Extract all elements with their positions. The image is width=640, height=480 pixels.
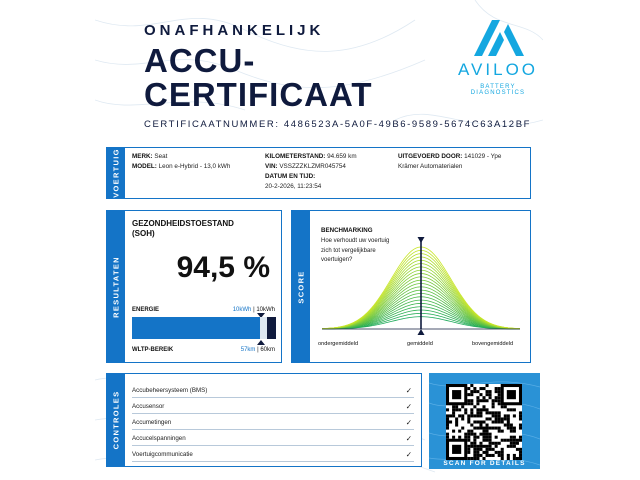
control-row <box>132 415 414 430</box>
vin-label: VIN: <box>265 163 278 170</box>
vehicle-section <box>106 147 531 199</box>
soh-heading-line-2: (SOH) <box>132 229 155 238</box>
check-icon: ✓ <box>405 402 412 411</box>
odometer-value: 94.659 km <box>327 153 357 160</box>
control-row <box>132 399 414 414</box>
label-average: gemiddeld <box>407 341 433 347</box>
certificate-pretitle: ONAFHANKELIJK <box>144 22 325 39</box>
range-readout <box>241 347 275 353</box>
vehicle-col-2 <box>265 152 357 192</box>
vehicle-position-marker-bottom <box>418 329 425 335</box>
vehicle-col-3 <box>398 152 501 172</box>
performed-by-value: 141029 - Ype <box>464 153 502 160</box>
datetime-value: 20-2-2026, 11:23:54 <box>265 183 322 190</box>
soh-heading-line-1: GEZONDHEIDSTOESTAND <box>132 219 234 228</box>
control-label: Voertuigcommunicatie <box>132 451 193 458</box>
benchmark-title: BENCHMARKING <box>321 227 373 234</box>
control-row <box>132 447 414 462</box>
model-label: MODEL: <box>132 163 157 170</box>
vehicle-col-1 <box>132 152 230 172</box>
controls-tab <box>107 374 125 466</box>
range-label: WLTP-BEREIK <box>132 347 174 353</box>
score-section <box>291 210 531 363</box>
check-icon: ✓ <box>405 418 412 427</box>
qr-caption: SCAN FOR DETAILS <box>443 460 526 467</box>
qr-finder-pattern <box>507 390 516 399</box>
control-label: Accubeheersysteem (BMS) <box>132 387 208 394</box>
controls-section <box>106 373 422 467</box>
range-separator: | <box>255 347 261 353</box>
vehicle-position-marker-top <box>418 237 425 243</box>
range-current: 57km <box>240 347 256 353</box>
soh-heading <box>132 219 234 239</box>
energy-separator: | <box>251 307 257 313</box>
title-line-1: ACCU- <box>144 42 256 79</box>
make-label: MERK: <box>132 153 153 160</box>
vin-value: VSSZZZKLZMR045754 <box>279 163 346 170</box>
control-label: Accusensor <box>132 403 165 410</box>
label-above-average: bovengemiddeld <box>472 341 514 347</box>
certificate-number: CERTIFICAATNUMMER: 4486523A-5A0F-49B6-9589-5674C63A12BF <box>144 119 532 130</box>
soh-value: 94,5 % <box>176 251 270 284</box>
vehicle-tab <box>107 148 125 198</box>
results-section <box>106 210 282 363</box>
energy-label: ENERGIE <box>132 307 160 313</box>
qr-finder-pattern <box>452 445 461 454</box>
energy-readout <box>233 307 275 313</box>
soh-bar-end <box>267 317 276 339</box>
qr-finder-pattern <box>452 390 461 399</box>
title-line-2: CERTIFICAAT <box>144 76 373 113</box>
performed-by-label: UITGEVOERD DOOR: <box>398 153 463 160</box>
range-marker <box>257 340 265 345</box>
qr-code[interactable] <box>446 384 522 460</box>
aviloo-logo-icon <box>470 18 526 58</box>
check-icon: ✓ <box>405 450 412 459</box>
logo-subtitle: BATTERY DIAGNOSTICS <box>470 84 526 96</box>
check-icon: ✓ <box>405 386 412 395</box>
model-value: Leon e-Hybrid - 13,0 kWh <box>158 163 231 170</box>
energy-max: 10kWh <box>256 307 275 313</box>
soh-bar <box>132 317 276 339</box>
datetime-label: DATUM EN TIJD: <box>265 173 316 180</box>
odometer-label: KILOMETERSTAND: <box>265 153 326 160</box>
control-row <box>132 383 414 398</box>
logo-wordmark: AVILOO <box>457 60 539 79</box>
results-tab <box>107 211 125 362</box>
soh-bar-fill <box>132 317 260 339</box>
vehicle-tab-label: VOERTUIG <box>111 148 121 198</box>
results-tab-label: RESULTATEN <box>111 255 121 318</box>
check-icon: ✓ <box>405 434 412 443</box>
certificate-page <box>95 0 543 480</box>
energy-current: 10kWh <box>232 307 252 313</box>
qr-panel[interactable] <box>429 373 540 469</box>
performed-by-company: Krämer Automaterialen <box>398 163 463 170</box>
make-value: Seat <box>154 153 168 160</box>
certificate-title <box>144 44 373 112</box>
label-below-average: ondergemiddeld <box>318 341 359 347</box>
benchmark-question: Hoe verhoudt uw voertuig zich tot vergelijkbare voertuigen? <box>321 238 390 263</box>
range-max: 60km <box>260 347 275 353</box>
controls-tab-label: CONTROLES <box>111 390 121 450</box>
control-row <box>132 431 414 446</box>
qr-code-icon <box>446 384 522 460</box>
aviloo-logo <box>453 18 543 108</box>
score-tab-label: SCORE <box>296 269 306 304</box>
score-tab <box>292 211 310 362</box>
control-label: Accumetingen <box>132 419 172 426</box>
control-label: Accucelspanningen <box>132 435 186 442</box>
